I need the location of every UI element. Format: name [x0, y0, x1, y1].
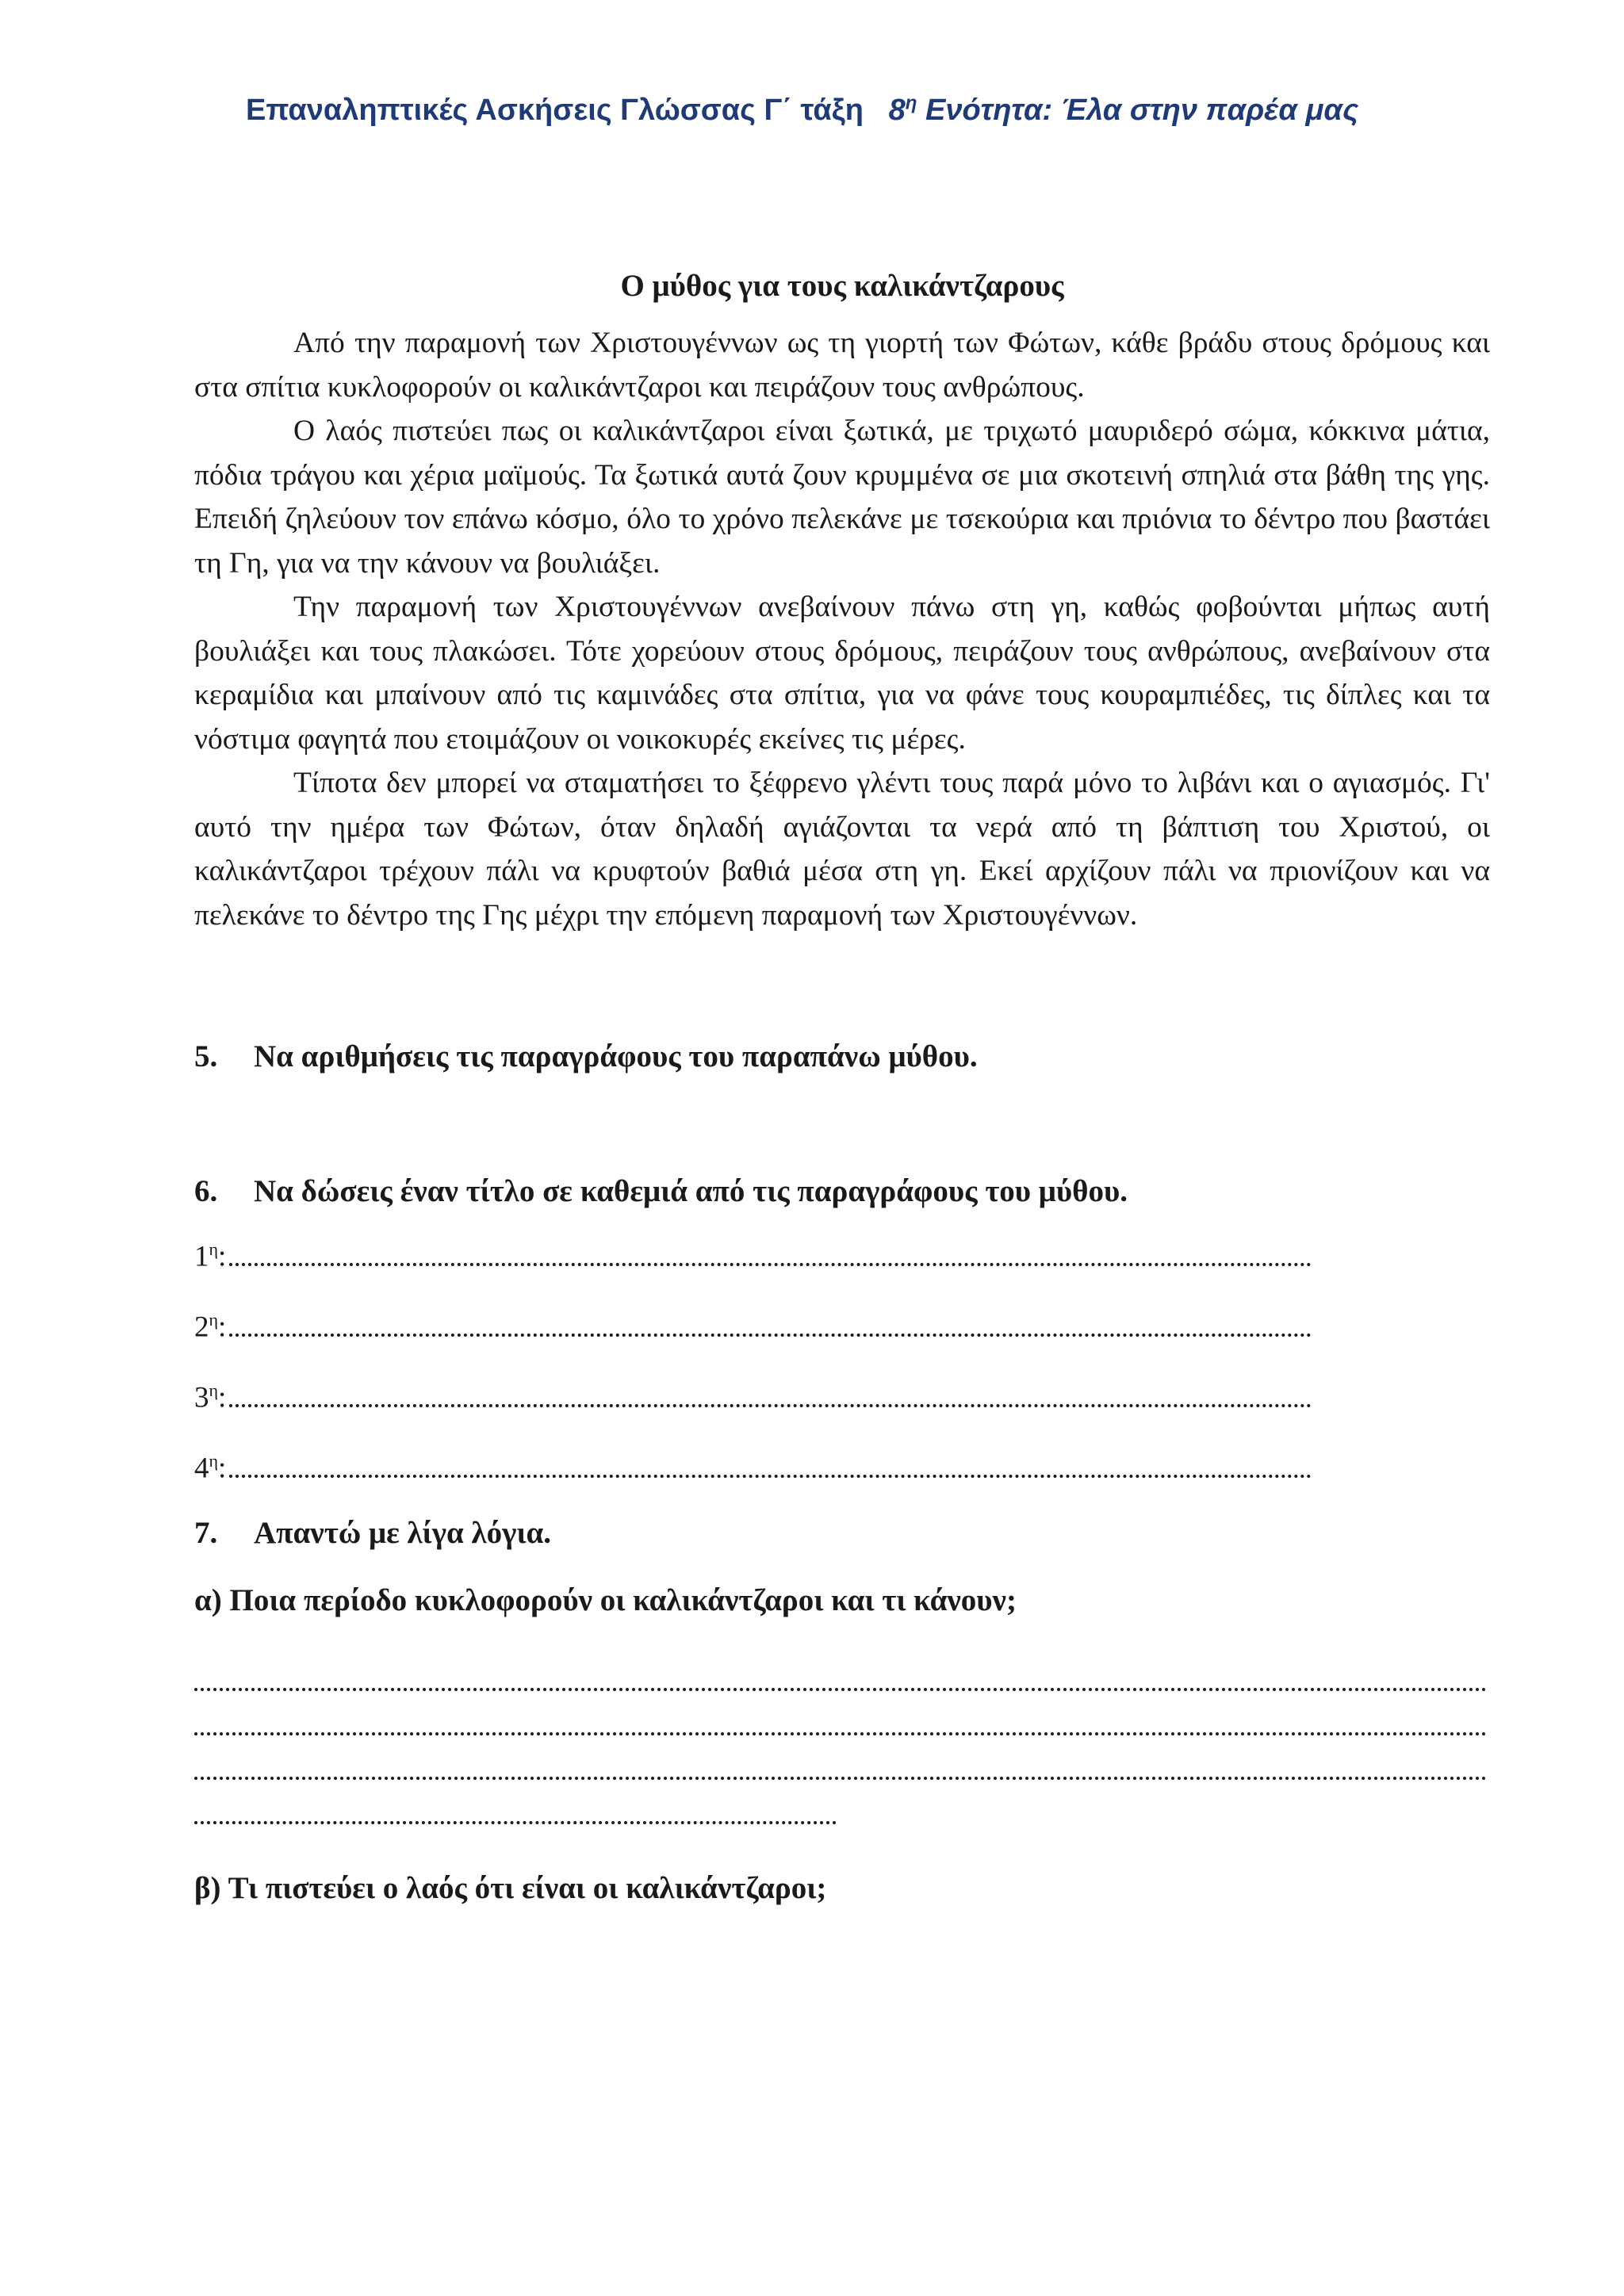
page-header	[246, 94, 1435, 128]
question-5-text: Να αριθμήσεις τις παραγράφους του παραπάνω μύθου.	[254, 1039, 978, 1073]
question-5-number: 5.	[194, 1039, 218, 1073]
question-7	[194, 1515, 1490, 1551]
header-unit-sup: η	[905, 92, 917, 114]
title-line-label: $1^\eta$:	[194, 1239, 227, 1273]
answer-field[interactable]	[229, 1380, 1312, 1407]
question-7a: α) Ποια περίοδο κυκλοφορούν οι καλικάντζαροι και τι κάνουν;	[194, 1583, 1017, 1617]
story-text	[194, 321, 1490, 937]
answer-line[interactable]	[194, 1647, 1487, 1691]
answer-line[interactable]	[194, 1735, 1487, 1780]
header-title: Επαναληπτικές Ασκήσεις Γλώσσας Γ΄ τάξη	[246, 94, 864, 127]
question-6-text: Να δώσεις έναν τίτλο σε καθεμιά από τις παραγράφους του μύθου.	[254, 1174, 1128, 1208]
question-6	[194, 1173, 1490, 1209]
story-paragraph-3: Την παραμονή των Χριστουγέννων ανεβαίνουν πάνω στη γη, καθώς φοβούνται μήπως αυτή βουλιάξει και τους πλακώσει. Τότε χορεύουν στους δρόμους, πειράζουν τους ανθρώπους, ανεβαίνουν στα κεραμίδια και μπαίνουν από τις καμινάδες στα σπίτια, για να φάνε τους κουραμπιέδες, τις δίπλες και τα νόστιμα φαγητά που ετοιμάζουν οι νοικοκυρές εκείνες τις μέρες.	[194, 591, 1490, 756]
title-line-4	[194, 1451, 1490, 1521]
worksheet-content	[194, 268, 1490, 1906]
title-line-label: $3^\eta$:	[194, 1380, 227, 1414]
question-7a-answer-lines	[194, 1647, 1490, 1824]
title-answer-lines	[194, 1239, 1490, 1521]
story-paragraph-2: Ο λαός πιστεύει πως οι καλικάντζαροι είναι ξωτικά, με τριχωτό μαυριδερό σώμα, κόκκινα μάτια, πόδια τράγου και χέρια μαϊμούς. Τα ξωτικά αυτά ζουν κρυμμένα σε μια σκοτεινή σπηλιά στα βάθη της γης. Επειδή ζηλεύουν τον επάνω κόσμο, όλο το χρόνο πελεκάνε με τσεκούρια και πριόνια το δέντρο που βαστάει τη Γη, για να την κάνουν να βουλιάξει.	[194, 415, 1490, 580]
answer-line[interactable]	[194, 1780, 837, 1824]
header-unit-title: Ενότητα: Έλα στην παρέα μας	[917, 94, 1359, 127]
question-5	[194, 1039, 1490, 1074]
story-paragraph-1: Από την παραμονή των Χριστουγέννων ως τη γιορτή των Φώτων, κάθε βράδυ στους δρόμους και στα σπίτια κυκλοφορούν οι καλικάντζαροι και πειράζουν τους ανθρώπους.	[194, 327, 1490, 404]
title-line-3	[194, 1380, 1490, 1451]
question-7-text: Απαντώ με λίγα λόγια.	[254, 1516, 551, 1550]
answer-field[interactable]	[229, 1239, 1312, 1266]
title-line-label: $4^\eta$:	[194, 1451, 227, 1485]
question-7-number: 7.	[194, 1516, 218, 1550]
answer-field[interactable]	[229, 1310, 1312, 1337]
header-unit-number: 8	[888, 94, 906, 127]
story-paragraph-4: Τίποτα δεν μπορεί να σταματήσει το ξέφρενο γλέντι τους παρά μόνο το λιβάνι και ο αγιασμός. Γι' αυτό την ημέρα των Φώτων, όταν δηλαδή αγιάζονται τα νερά από τη βάπτιση του Χριστού, οι καλικάντζαροι τρέχουν πάλι να κρυφτούν βαθιά μέσα στη γη. Εκεί αρχίζουν πάλι να πριονίζουν και να πελεκάνε το δέντρο της Γης μέχρι την επόμενη παραμονή των Χριστουγέννων.	[194, 767, 1490, 932]
title-line-1	[194, 1239, 1490, 1310]
answer-field[interactable]	[229, 1451, 1312, 1478]
question-6-number: 6.	[194, 1174, 218, 1208]
story-title: Ο μύθος για τους καλικάντζαρους	[620, 269, 1064, 303]
title-line-2	[194, 1310, 1490, 1380]
answer-line[interactable]	[194, 1691, 1487, 1735]
question-7b: β) Τι πιστεύει ο λαός ότι είναι οι καλικάντζαροι;	[194, 1871, 827, 1905]
title-line-label: $2^\eta$:	[194, 1310, 227, 1344]
